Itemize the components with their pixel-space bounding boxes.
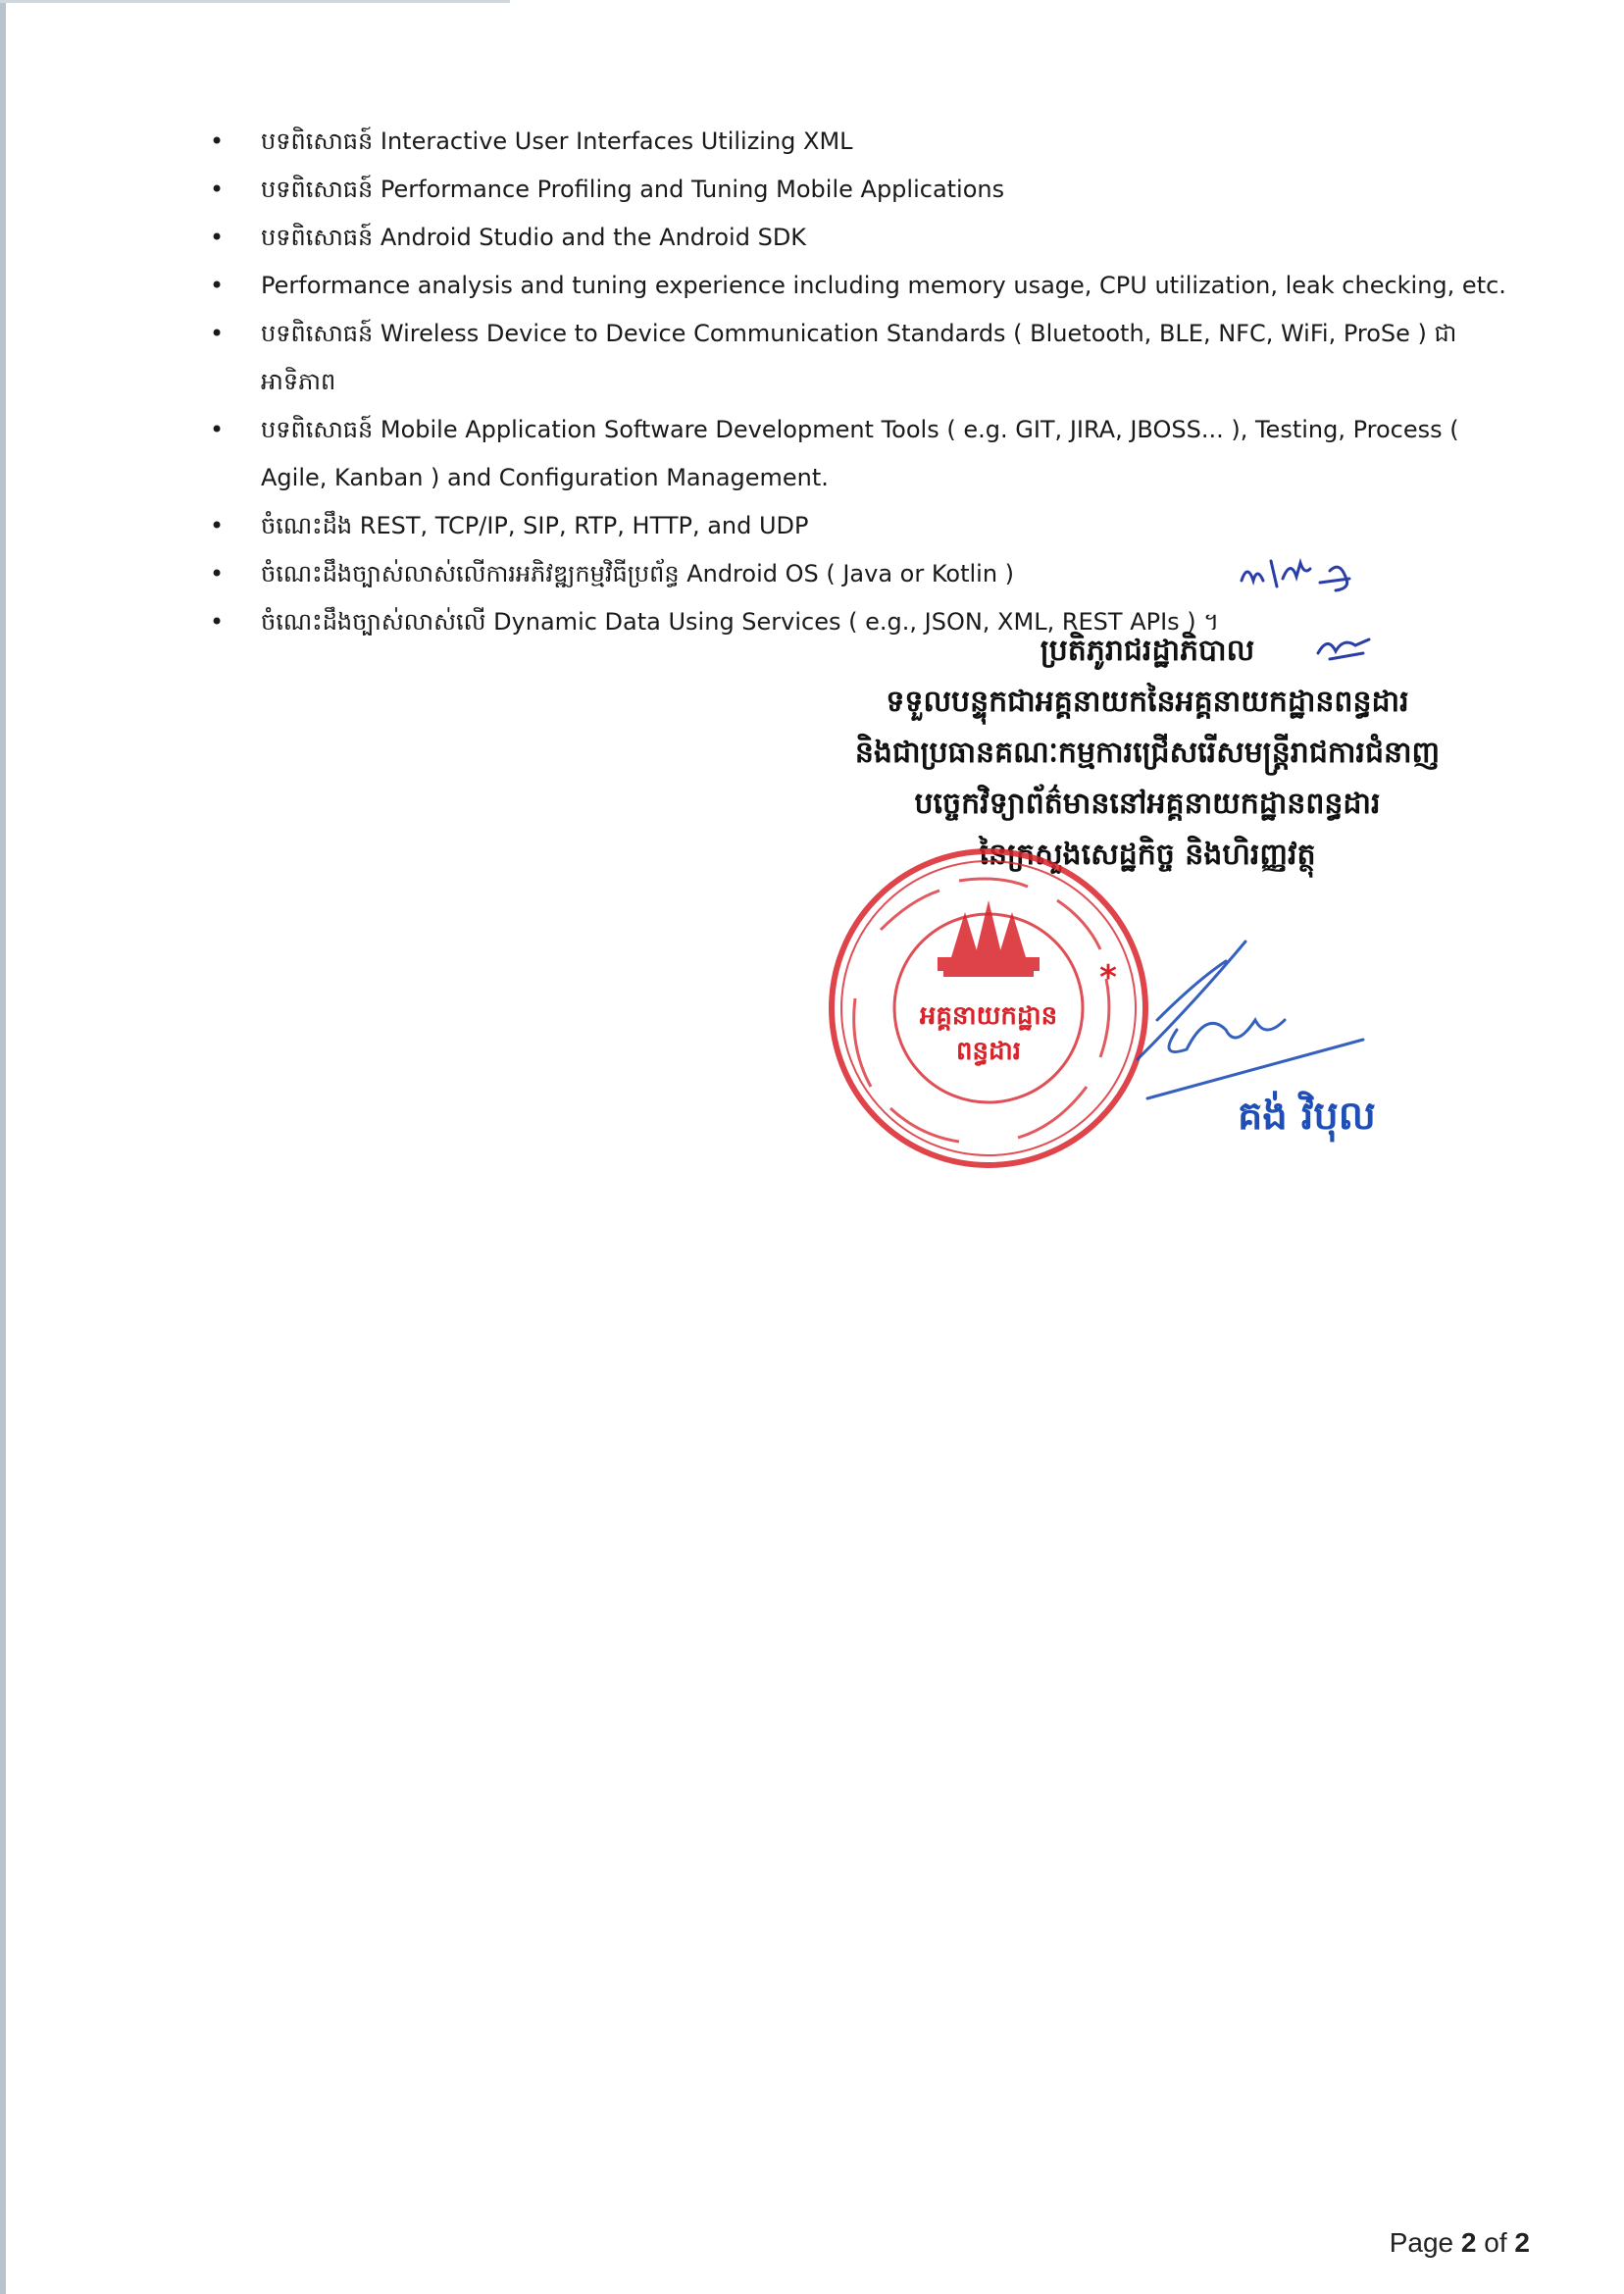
page-label: Page <box>1389 2227 1454 2258</box>
official-title: បច្ចេកវិទ្យាព័ត៌មាននៅអគ្គនាយកដ្ឋានពន្ធដារ <box>914 787 1381 821</box>
official-title: និងជាប្រធានគណៈកម្មការជ្រើសរើសមន្ត្រីរាជការជំនាញ <box>854 736 1441 770</box>
page-number <box>1390 2227 1530 2259</box>
official-title: នៃក្រសួងសេដ្ឋកិច្ច និងហិរញ្ញវត្ថុ <box>979 838 1316 872</box>
svg-text:*: * <box>1099 958 1117 997</box>
current-page: 2 <box>1460 2227 1477 2258</box>
list-item: • ចំណេះដឹងច្បាស់លាស់លើ Dynamic Data Using Services ( e.g., JSON, XML, REST APIs ) ។ <box>206 598 1520 646</box>
list-item: • បទពិសោធន៍ Performance Profiling and Tuning Mobile Applications <box>206 166 1520 214</box>
seal-text: ពន្ធដារ <box>955 1037 1022 1066</box>
page-separator: of <box>1484 2227 1507 2258</box>
list-item: • បទពិសោធន៍ Mobile Application Software Development Tools ( e.g. GIT, JIRA, JBOSS... ), Testing, Process ( Agile, Kanban ) and Configuration Management. <box>206 406 1520 502</box>
total-pages: 2 <box>1514 2227 1530 2258</box>
list-item: • បទពិសោធន៍ Interactive User Interfaces Utilizing XML <box>206 118 1520 166</box>
list-item: • បទពិសោធន៍ Wireless Device to Device Communication Standards ( Bluetooth, BLE, NFC, WiFi, ProSe ) ជាអាទិភាព <box>206 310 1520 406</box>
list-item: • Performance analysis and tuning experience including memory usage, CPU utilization, leak checking, etc. <box>206 262 1520 310</box>
list-item: • បទពិសោធន៍ Android Studio and the Android SDK <box>206 214 1520 262</box>
list-item: • ចំណេះដឹង REST, TCP/IP, SIP, RTP, HTTP, and UDP <box>206 502 1520 550</box>
official-title: ទទួលបន្ទុកជាអគ្គនាយកនៃអគ្គនាយកដ្ឋានពន្ធដារ <box>886 685 1409 719</box>
handwritten-initials <box>1232 551 1408 596</box>
signer-name: គង់ វិបុល <box>1238 1093 1376 1139</box>
seal-text: អគ្គនាយកដ្ឋាន <box>919 1001 1058 1031</box>
official-seal <box>822 841 1155 1175</box>
list-item: • ចំណេះដឹងច្បាស់លាស់លើការអភិវឌ្ឍកម្មវិធីប្រព័ន្ធ Android OS ( Java or Kotlin ) <box>206 550 1520 598</box>
scan-top-edge <box>0 0 510 3</box>
official-title: ប្រតិភូរាជរដ្ឋាភិបាល <box>1040 634 1255 668</box>
scan-edge <box>0 0 6 2294</box>
